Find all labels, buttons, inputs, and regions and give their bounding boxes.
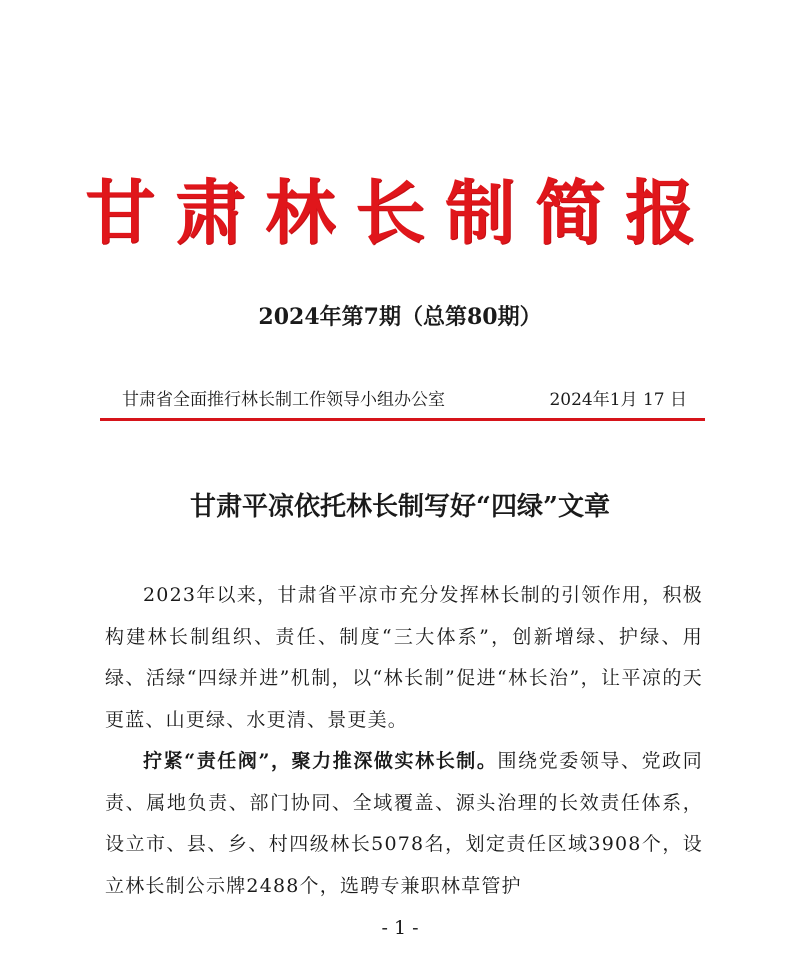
article-headline: 甘肃平凉依托林长制写好“四绿”文章 (190, 492, 610, 522)
paragraph-lead-sentence: 拧紧“责任阀”，聚力推深做实林长制。 (143, 750, 498, 772)
masthead-title: 甘肃林长制简报 (85, 171, 715, 254)
issue-date: 2024年1月 17 日 (549, 390, 687, 410)
issuing-office: 甘肃省全面推行林长制工作领导小组办公室 (122, 390, 445, 410)
article-body (105, 575, 703, 907)
issue-number: 2024年第7期（总第80期） (258, 304, 542, 330)
page-number: - 1 - (381, 917, 419, 939)
red-divider-rule (100, 418, 705, 421)
paragraph-body-text: 围绕党委领导、党政同责、属地负责、部门协同、全域覆盖、源头治理的长效责任体系，设立市、县、乡、村四级林长5078名，划定责任区域3908个，设立林长制公示牌2488个，选聘专兼职林草管护 (105, 750, 703, 897)
article-paragraph: 2023年以来，甘肃省平凉市充分发挥林长制的引领作用，积极构建林长制组织、责任、制度“三大体系”，创新增绿、护绿、用绿、活绿“四绿并进”机制，以“林长制”促进“林长治”，让平凉的天更蓝、山更绿、水更清、景更美。 (105, 584, 703, 731)
article-paragraph (105, 741, 703, 907)
issuer-row (122, 386, 687, 414)
